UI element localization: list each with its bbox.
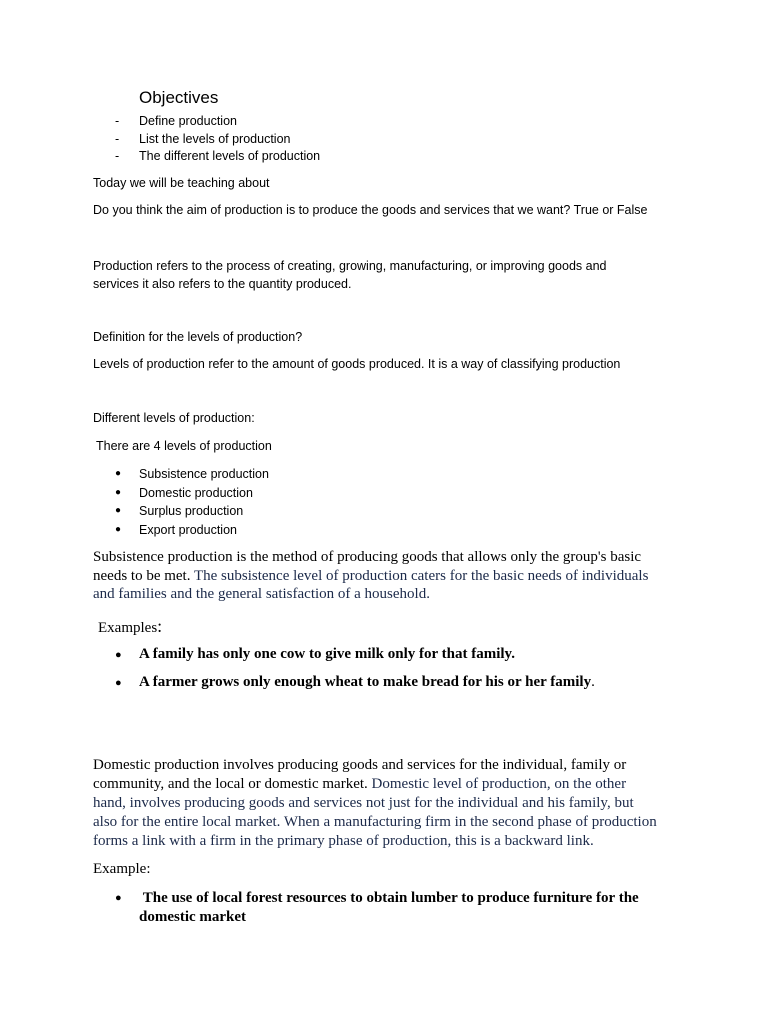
list-item — [115, 484, 269, 503]
bullet-icon: ● — [115, 486, 122, 498]
text-line: also for the entire local market. When a manufacturing firm in the second phase of production — [93, 814, 657, 830]
dash-marker: - — [115, 114, 120, 128]
text-line: The use of local forest resources to obtain lumber to produce furniture for the — [142, 890, 639, 906]
bullet-icon: ● — [115, 523, 122, 535]
examples-label — [98, 616, 162, 637]
bullet-icon: ● — [115, 676, 122, 689]
objective-text: List the levels of production — [139, 131, 291, 146]
domestic-example — [115, 889, 639, 927]
text-line: hand, involves producing goods and services not just for the individual and his family, but — [93, 795, 634, 811]
list-item — [115, 465, 269, 484]
question-text: Do you think the aim of production is to produce the goods and services that we want? True or False — [93, 203, 648, 217]
text-segment: The subsistence level of production caters for the basic needs of individuals — [190, 567, 649, 584]
text-line: Subsistence production is the method of producing goods that allows only the group's basic — [93, 549, 642, 565]
different-levels-heading: Different levels of production: — [93, 411, 255, 425]
text-line: and families and the general satisfaction of a household. — [93, 586, 430, 602]
bullet-icon: ● — [115, 468, 122, 480]
text-segment: Domestic level of production, on the other — [367, 776, 627, 792]
four-levels-text: There are 4 levels of production — [96, 439, 272, 453]
list-item — [115, 131, 320, 149]
level-text: Export production — [139, 522, 237, 537]
text-line: Domestic production involves producing goods and services for the individual, family or — [93, 757, 627, 773]
dash-marker: - — [115, 149, 120, 163]
levels-list — [115, 465, 269, 539]
subsistence-examples-list — [115, 644, 595, 700]
list-item — [115, 672, 595, 700]
bullet-icon: ● — [115, 505, 122, 517]
example-label: Example: — [93, 861, 151, 877]
text-line: domestic market — [139, 909, 247, 925]
example-period: . — [591, 674, 595, 690]
domestic-paragraph — [93, 756, 693, 851]
level-text: Surplus production — [139, 504, 244, 518]
dash-marker: - — [115, 131, 120, 146]
objectives-list — [115, 113, 320, 166]
levels-definition-text: Levels of production refer to the amount of goods produced. It is a way of classifying production — [93, 357, 621, 371]
subsistence-paragraph — [93, 548, 693, 604]
production-definition — [93, 257, 693, 293]
list-item — [115, 644, 595, 672]
example-text: A family has only one cow to give milk only for that family. — [139, 646, 515, 662]
text-segment: community, and the local or domestic market. — [93, 776, 368, 792]
objective-text: The different levels of production — [139, 149, 321, 163]
text-line — [93, 567, 693, 586]
example-text: A farmer grows only enough wheat to make bread for his or her family — [139, 674, 592, 690]
intro-text: Today we will be teaching about — [93, 176, 270, 190]
text-line — [93, 775, 693, 794]
list-item — [115, 113, 320, 131]
bullet-icon: ● — [115, 892, 122, 904]
text-segment: needs to be met. — [93, 567, 191, 584]
examples-label-text: Examples — [98, 620, 158, 636]
bullet-icon: ● — [115, 648, 122, 661]
level-text: Domestic production — [139, 485, 253, 500]
list-item — [115, 148, 320, 166]
level-text: Subsistence production — [139, 467, 269, 481]
levels-definition-heading: Definition for the levels of production? — [93, 330, 303, 344]
objective-text: Define production — [139, 114, 237, 128]
list-item — [115, 521, 269, 540]
list-item — [115, 502, 269, 521]
text-line: services it also refers to the quantity produced. — [93, 277, 352, 291]
text-line: forms a link with a firm in the primary phase of production, this is a backward link. — [93, 833, 594, 849]
example-text — [139, 889, 639, 927]
objectives-title: Objectives — [139, 88, 219, 107]
text-line: Production refers to the process of creating, growing, manufacturing, or improving goods and — [93, 259, 607, 273]
examples-colon: : — [157, 616, 163, 636]
